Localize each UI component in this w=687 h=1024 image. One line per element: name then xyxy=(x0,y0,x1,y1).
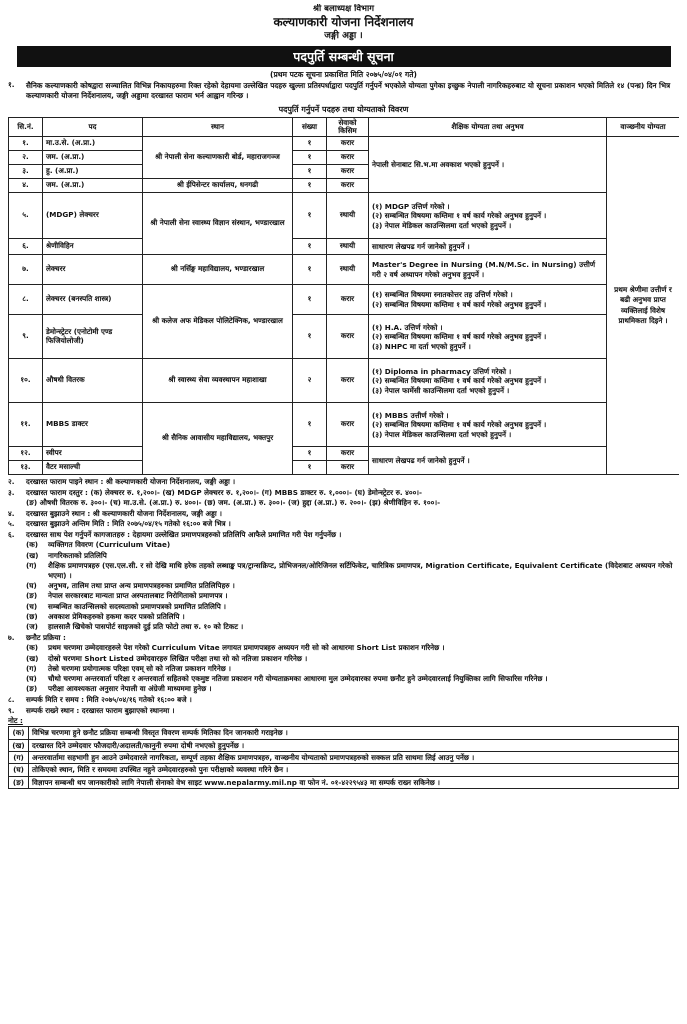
document-item xyxy=(8,540,679,550)
sub-key: (क) xyxy=(26,540,39,550)
cell-count: १ xyxy=(293,165,327,179)
qual-line: (२) सम्बन्धित विषयमा कम्तिमा १ वर्ष कार्य गरेको अनुभव हुनुपर्ने । xyxy=(372,376,547,386)
table-row xyxy=(9,285,680,315)
cell-sn: १०. xyxy=(9,359,43,403)
sub-text: नेपाल सरकारबाट मान्यता प्राप्त अस्पतालबाट निरोगिताको प्रमाणपत्र । xyxy=(48,591,228,601)
location-name: जङ्गी अड्डा । xyxy=(324,30,363,41)
qual-line: (३) नेपाल मेडिकल काउन्सिलमा दर्ता भएको हुनुपर्ने । xyxy=(372,429,512,439)
cell-sn: २. xyxy=(9,151,43,165)
cell-place: श्री नेपाली सेना स्वास्थ्य विज्ञान संस्थान, भण्डारखाल xyxy=(143,193,293,255)
cell-post: जम. (अ.प्रा.) xyxy=(43,151,143,165)
document-item xyxy=(8,551,679,561)
cell-type: करार xyxy=(327,403,369,447)
document-item xyxy=(8,612,679,622)
cell-post: स्वीपर xyxy=(43,447,143,461)
cell-count: १ xyxy=(293,447,327,461)
sub-text: प्रथम चरणमा उम्मेदवारहरुले पेश गरेको Curriculum Vitae लगायत प्रमाणपत्रहरु अध्ययन गरी सो को आधारमा Short List प्रकाशन गरिनेछ । xyxy=(48,643,445,653)
note-key: (ख) xyxy=(9,739,29,751)
item-number: २. xyxy=(8,477,15,487)
qual-line: (१) MBBS उत्तीर्ण गरेको । xyxy=(372,410,449,420)
qual-line: (२) सम्बन्धित विषयमा कम्तिमा १ वर्ष कार्य गरेको अनुभव हुनुपर्ने । xyxy=(372,211,547,221)
qual-line: (३) नेपाल फार्मेसी काउन्सिलमा दर्ता भएको हुनुपर्ने । xyxy=(372,385,510,395)
cell-type: स्थायी xyxy=(327,255,369,285)
sub-key: (घ) xyxy=(26,580,37,590)
cell-place: श्री सैनिक आवासीय महाविद्यालय, भक्तपुर xyxy=(143,403,293,475)
fee-line-continued: (ङ) औषधी वितरक रु. ३००।- (च) मा.उ.से. (अ.प्रा.) रु. ४००।- (छ) जम. (अ.प्रा.) रु. ३००।- (ज) हुद्दा (अ.प्रा.) रु. २००।- (झ) श्रेणीविहिन रु. १००।- xyxy=(26,497,441,507)
table-row xyxy=(9,255,680,285)
note-row xyxy=(9,776,679,788)
cell-type: करार xyxy=(327,315,369,359)
cell-count: २ xyxy=(293,359,327,403)
note-text: विज्ञापन सम्बन्धी थप जानकारीको लागि नेपाली सेनाको वेभ साइट www.nepalarmy.mil.np वा फोन नं. ०१-४२२९५४३ मा सम्पर्क राख्न सकिनेछ । xyxy=(29,776,679,788)
cell-place: श्री कलेज अफ मेडिकल पोलिटेक्निक, भण्डारखाल xyxy=(143,285,293,359)
sub-key: (च) xyxy=(26,601,38,611)
sub-text: अनुभव, तालिम तथा प्राप्त अन्य प्रमाणपत्रहरुका प्रमाणित प्रतिलिपिहरु । xyxy=(48,580,235,590)
note-key: (घ) xyxy=(9,764,29,776)
item-number: ५. xyxy=(8,519,15,529)
note-key: (क) xyxy=(9,727,29,739)
instruction-item xyxy=(8,509,679,519)
cell-qualification: Master's Degree in Nursing (M.N/M.Sc. in Nursing) उत्तीर्ण गरी २ वर्ष अध्यापन गरेको अनुभव हुनुपर्ने । xyxy=(369,255,607,285)
sub-text: परीक्षा आवश्यकता अनुसार नेपाली वा अंग्रेजी माध्यममा हुनेछ । xyxy=(48,684,212,694)
sub-key: (ख) xyxy=(26,550,39,560)
cell-post: मा.उ.से. (अ.प्रा.) xyxy=(43,137,143,151)
sub-key: (ग) xyxy=(26,560,37,570)
cell-count: १ xyxy=(293,137,327,151)
cell-qualification: साधारण लेखपढ गर्न जानेको हुनुपर्ने । xyxy=(369,239,607,255)
cell-qualification: नेपाली सेनाबाट सि.भ.मा अवकाश भएको हुनुपर्ने । xyxy=(369,137,607,193)
cell-type: स्थायी xyxy=(327,193,369,239)
cell-sn: ५. xyxy=(9,193,43,239)
instruction-item xyxy=(8,477,679,487)
sub-key: (ङ) xyxy=(26,684,38,694)
cell-count: १ xyxy=(293,179,327,193)
sub-text: तेस्रो चरणमा प्रयोगात्मक परिक्षा एवम् सो को नतिजा प्रकाशन गरिनेछ । xyxy=(48,663,231,673)
cell-sn: ८. xyxy=(9,285,43,315)
instruction-item xyxy=(8,633,679,643)
table-row xyxy=(9,137,680,151)
sub-text: शैक्षिक प्रमाणपत्रहरु (एस.एल.सी. र सो देखि माथि हरेक तहको लब्धाङ्क पत्र/ट्रान्सक्रिप्ट, प्रोभिजनल/ओरिजिनल सर्टिफिकेट, चारित्रिक प्रमाणपत्र, Migration Certificate, Equivalent Certificate (विदेशबाट अध्ययन गरेको भएमा) । xyxy=(48,560,673,580)
notice-page xyxy=(8,4,679,1020)
cell-count: १ xyxy=(293,239,327,255)
sub-text: चौथो चरणमा अन्तरवार्ता परिक्षा र अन्तरवार्ता सहितको एकमुष्ट नतिजा प्रकाशन गरी योग्यताक्रमका आधारमा मुल उम्मेदवारका रुपमा छनौट हुने उम्मेदवारलाई नियुक्तिका लागि सिफारिस गरिनेछ । xyxy=(48,674,548,684)
cell-count: १ xyxy=(293,461,327,475)
cell-type: करार xyxy=(327,447,369,461)
item-text: छनौट प्रक्रिया : xyxy=(26,632,66,642)
note-text: दरखास्त दिने उम्मेदवार फौजदारी/अदालती/कानुनी रुपमा दोषी नभएको हुनुपर्नेछ । xyxy=(29,739,679,751)
cell-sn: ७. xyxy=(9,255,43,285)
cell-post: MBBS डाक्टर xyxy=(43,403,143,447)
item-number: ९. xyxy=(8,705,15,715)
intro-text: सैनिक कल्याणकारी कोषद्वारा सञ्चालित विभिन्न निकायहरुमा रिक्त रहेको देहायमा उल्लेखित पदहरु खुल्ला प्रतिस्पर्धाद्वारा पदपुर्ति गर्नुपर्ने भएकोले योग्यता पुगेका इच्छुक नेपाली नागरिकहरुबाट यो सूचना प्रकाशन भएको मितिले १४ (पन्ध्र) दिन भित्र कल्याणकारी योजना निर्देशनालय, जङ्गी अड्डामा दरखास्त फाराम भर्न आह्वान गरिन्छ । xyxy=(26,81,671,101)
selection-step xyxy=(8,684,679,694)
cell-count: १ xyxy=(293,193,327,239)
cell-post: (MDGP) लेक्चरर xyxy=(43,193,143,239)
note-text: विभिन्न चरणमा हुने छनौट प्रक्रिया सम्बन्धी विस्तृत विवरण सम्पर्क मितिका दिन जानकारी गराइनेछ । xyxy=(29,727,679,739)
cell-sn: ३. xyxy=(9,165,43,179)
table-row xyxy=(9,193,680,239)
note-text: तोकिएको स्थान, मिति र समयमा उपस्थित नहुने उम्मेदवारहरुको पुनः परीक्षाको व्यवस्था गरिने छैन । xyxy=(29,764,679,776)
item-text: सम्पर्क मिति र समय : मिति २०७५/०४/१६ गतेको १६:०० बजे । xyxy=(26,695,192,705)
table-row xyxy=(9,315,680,359)
cell-place: श्री ईपिसेन्टर कार्यालय, धनगढी xyxy=(143,179,293,193)
sub-text: अवकाश प्रेमिकहरुको हकमा कदर पत्रको प्रतिलिपि । xyxy=(48,611,185,621)
cell-qualification xyxy=(369,193,607,239)
header-place: स्थान xyxy=(143,117,293,137)
intro-number: १. xyxy=(8,80,15,90)
cell-post: लेक्चरर xyxy=(43,255,143,285)
note-key: (ग) xyxy=(9,752,29,764)
table-row xyxy=(9,239,680,255)
sub-text: सम्बन्धित काउन्सिलको सदस्यताको प्रमाणपत्रको प्रमाणित प्रतिलिपि । xyxy=(48,601,227,611)
cell-sn: ६. xyxy=(9,239,43,255)
cell-post: श्रेणीविहिन xyxy=(43,239,143,255)
publication-date: (प्रथम पटक सूचना प्रकाशित मिति २०७५/०४/०१ गते) xyxy=(270,70,417,80)
note-row xyxy=(9,727,679,739)
selection-step xyxy=(8,664,679,674)
cell-type: करार xyxy=(327,151,369,165)
cell-type: करार xyxy=(327,165,369,179)
department-name: श्री बलाध्यक्ष विभाग xyxy=(312,4,375,14)
item-text: सम्पर्क राख्ने स्थान : दरखास्त फाराम बुझाएको स्थानमा । xyxy=(26,705,175,715)
selection-step xyxy=(8,674,679,684)
cell-sn: १२. xyxy=(9,447,43,461)
document-item xyxy=(8,622,679,632)
cell-type: करार xyxy=(327,179,369,193)
cell-sn: ११. xyxy=(9,403,43,447)
sub-text: हालसालै खिचेको पासपोर्ट साइजको दुई प्रति फोटो तथा रु. १० को टिकट । xyxy=(48,622,244,632)
cell-type: करार xyxy=(327,359,369,403)
sub-key: (छ) xyxy=(26,611,38,621)
header-qualification: शैक्षिक योग्यता तथा अनुभव xyxy=(369,117,607,137)
qual-line: (३) नेपाल मेडिकल काउन्सिलमा दर्ता भएको हुनुपर्ने । xyxy=(372,220,512,230)
qual-line: (२) सम्बन्धित विषयमा कम्तिमा १ वर्ष कार्य गरेको अनुभव हुनुपर्ने । xyxy=(372,299,547,309)
sub-text: नागरिकताको प्रतिलिपि xyxy=(48,550,107,560)
selection-step xyxy=(8,643,679,653)
vacancy-table xyxy=(8,117,679,476)
item-text: दरखास्त साथ पेश गर्नुपर्ने कागजातहरु : देहायमा उल्लेखित प्रमाणपत्रहरुको प्रतिलिपि आफैले प्रमाणित गरी पेश गर्नुपर्नेछ । xyxy=(26,529,342,539)
note-row xyxy=(9,764,679,776)
document-item xyxy=(8,591,679,601)
cell-qualification xyxy=(369,359,607,403)
item-number: ७. xyxy=(8,632,15,642)
item-text: दरखास्त फाराम पाइने स्थान : श्री कल्याणकारी योजना निर्देशनालय, जङ्गी अड्डा । xyxy=(26,477,236,487)
instructions-section xyxy=(8,477,679,725)
cell-count: १ xyxy=(293,285,327,315)
item-number: ३. xyxy=(8,488,15,498)
cell-type: करार xyxy=(327,461,369,475)
header-service-type: सेवाको किसिम xyxy=(327,117,369,137)
cell-qualification xyxy=(369,285,607,315)
table-row xyxy=(9,447,680,461)
notice-title-banner: पदपुर्ति सम्बन्धी सूचना xyxy=(17,46,671,67)
note-row xyxy=(9,739,679,751)
table-header-row xyxy=(9,117,680,137)
item-text: दरखास्त बुझाउने स्थान : श्री कल्याणकारी योजना निर्देशनालय, जङ्गी अड्डा । xyxy=(26,508,222,518)
sub-key: (क) xyxy=(26,643,39,653)
cell-place: श्री स्वास्थ्य सेवा व्यवस्थापन महाशाखा xyxy=(143,359,293,403)
qual-line: (१) MDGP उत्तिर्ण गरेको । xyxy=(372,201,450,211)
cell-sn: १. xyxy=(9,137,43,151)
item-text: दरखास्त फाराम दस्तुर : (क) लेक्चरर रु. १,२००।- (ख) MDGP लेक्चरर रु. १,२००।- (ग) MBBS डाक्टर रु. १,०००।- (घ) डेमोन्स्ट्रेटर रु. ४००।- xyxy=(26,488,423,498)
header-post: पद xyxy=(43,117,143,137)
cell-count: १ xyxy=(293,315,327,359)
sub-key: (ख) xyxy=(26,653,39,663)
sub-key: (घ) xyxy=(26,674,37,684)
header-preferred: वाञ्छनीय योग्यता xyxy=(607,117,680,137)
cell-place: श्री नर्सिङ्ग महाविद्यालय, भण्डारखाल xyxy=(143,255,293,285)
item-number: ८. xyxy=(8,695,15,705)
qual-line: (२) सम्बन्धित विषयमा कम्तिमा १ वर्ष कार्य गरेको अनुभव हुनुपर्ने । xyxy=(372,332,547,342)
header-sn: सि.नं. xyxy=(9,117,43,137)
sub-text: व्यक्तिगत विवरण (Curriculum Vitae) xyxy=(48,540,171,550)
document-item xyxy=(8,602,679,612)
cell-post: औषधी वितरक xyxy=(43,359,143,403)
cell-type: करार xyxy=(327,137,369,151)
cell-qualification: साधारण लेखपढ गर्न जानेको हुनुपर्ने । xyxy=(369,447,607,475)
table-row xyxy=(9,359,680,403)
note-row xyxy=(9,752,679,764)
note-text: अन्तरवार्तामा सहभागी हुन आउने उम्मेदवारले नागरिकता, सम्पूर्ण तहका शैक्षिक प्रमाणपत्रहरु, वाञ्छनीय योग्यताको प्रमाणपत्रहरुको सक्कल प्रति साथमा लिई आउनु पर्नेछ । xyxy=(29,752,679,764)
qual-line: (३) NHPC मा दर्ता भएको हुनुपर्ने । xyxy=(372,341,471,351)
document-item xyxy=(8,561,679,580)
qual-line: (२) सम्बन्धित विषयमा कम्तिमा १ वर्ष कार्य गरेको अनुभव हुनुपर्ने । xyxy=(372,420,547,430)
instruction-item xyxy=(8,519,679,529)
instruction-item xyxy=(8,695,679,705)
instruction-item xyxy=(8,530,679,540)
item-number: ६. xyxy=(8,529,15,539)
directorate-name: कल्याणकारी योजना निर्देशनालय xyxy=(273,15,414,30)
cell-post: हु. (अ.प्रा.) xyxy=(43,165,143,179)
cell-type: स्थायी xyxy=(327,239,369,255)
sub-key: (ङ) xyxy=(26,591,38,601)
note-title: नोट : xyxy=(8,715,23,725)
cell-post: डेमोन्स्ट्रेटर (एनोटोमी एण्ड फिजियोलोजी) xyxy=(43,315,143,359)
instruction-item xyxy=(8,706,679,716)
note-key: (ङ) xyxy=(9,776,29,788)
sub-key: (ग) xyxy=(26,663,37,673)
notes-table xyxy=(8,726,679,789)
table-row xyxy=(9,403,680,447)
cell-sn: ४. xyxy=(9,179,43,193)
instruction-item xyxy=(8,488,679,498)
qual-line: (१) सम्बन्धित विषयमा स्नातकोत्तर तह उत्तिर्ण गरेको । xyxy=(372,290,513,300)
intro-paragraph xyxy=(8,81,679,101)
sub-key: (ज) xyxy=(26,622,38,632)
document-item xyxy=(8,581,679,591)
table-subheading: पदपुर्ति गर्नुपर्ने पदहरु तथा योग्यताको विवरण xyxy=(278,105,409,115)
qual-line: (१) H.A. उत्तिर्ण गरेको । xyxy=(372,322,443,332)
cell-count: १ xyxy=(293,403,327,447)
sub-text: दोस्रो चरणमा Short Listed उम्मेदवारहरु लिखित परीक्षा तथा सो को नतिजा प्रकाशन गरिनेछ । xyxy=(48,653,308,663)
cell-post: लेक्चरर (बनस्पति शास्त्र) xyxy=(43,285,143,315)
item-number: ४. xyxy=(8,508,15,518)
cell-place: श्री नेपाली सेना कल्याणकारी बोर्ड, महाराजगञ्ज xyxy=(143,137,293,179)
qual-line: (१) Diploma in pharmacy उत्तिर्ण गरेको । xyxy=(372,366,512,376)
selection-step xyxy=(8,654,679,664)
cell-type: करार xyxy=(327,285,369,315)
cell-qualification xyxy=(369,315,607,359)
notice-header xyxy=(8,4,679,42)
cell-sn: १३. xyxy=(9,461,43,475)
cell-post: जम. (अ.प्रा.) xyxy=(43,179,143,193)
cell-preferred: प्रथम श्रेणीमा उत्तीर्ण र बढी अनुभव प्राप्त व्यक्तिलाई विशेष प्राथमिकता दिइने । xyxy=(607,137,680,475)
cell-count: १ xyxy=(293,151,327,165)
cell-count: १ xyxy=(293,255,327,285)
item-text: दरखास्त बुझाउने अन्तिम मिति : मिति २०७५/०४/१५ गतेको १६:०० बजे भित्र । xyxy=(26,519,231,529)
cell-qualification xyxy=(369,403,607,447)
cell-sn: ९. xyxy=(9,315,43,359)
cell-post: वैटर मसाल्ची xyxy=(43,461,143,475)
header-count: संख्या xyxy=(293,117,327,137)
